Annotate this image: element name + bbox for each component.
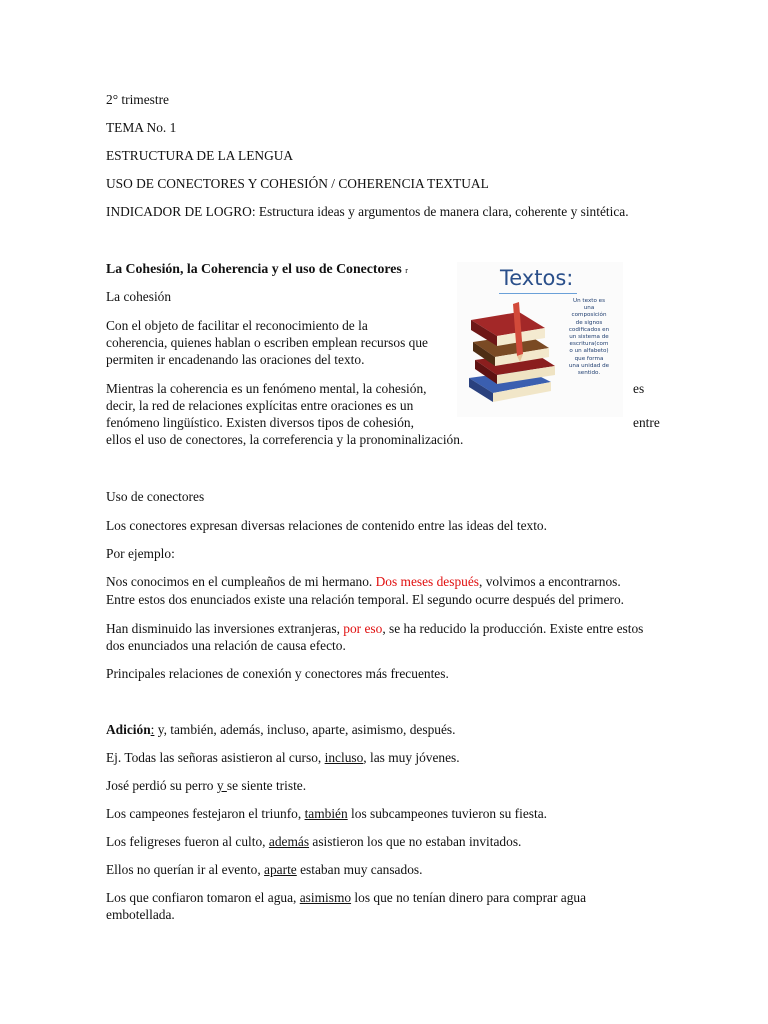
adicion-example-line2: embotellada.	[106, 907, 175, 922]
connector-highlight: por eso	[343, 621, 383, 636]
title-underline	[499, 293, 577, 294]
conectores-heading: Uso de conectores	[106, 489, 205, 504]
example-1-line2: Entre estos dos enunciados existe una relación temporal. El segundo ocurre después del primero.	[106, 592, 624, 607]
section-title: La Cohesión, la Coherencia y el uso de Conectores r	[106, 261, 408, 276]
textos-image	[457, 262, 623, 417]
example-2: Han disminuido las inversiones extranjeras, por eso, se ha reducido la producción. Existe entre estos	[106, 621, 644, 636]
adicion-example: José perdió su perro y se siente triste.	[106, 778, 307, 793]
example-1: Nos conocimos en el cumpleaños de mi hermano. Dos meses después, volvimos a encontrarnos.	[106, 574, 621, 589]
adicion-heading: Adición: y, también, además, incluso, aparte, asimismo, después.	[106, 722, 456, 737]
p2-line: Mientras la coherencia es un fenómeno mental, la cohesión,	[106, 381, 427, 396]
trimestre: 2° trimestre	[106, 92, 169, 107]
adicion-example: Ej. Todas las señoras asistieron al curso, incluso, las muy jóvenes.	[106, 750, 460, 765]
p1-line: permiten ir encadenando las oraciones del texto.	[106, 352, 365, 367]
principales: Principales relaciones de conexión y conectores más frecuentes.	[106, 666, 449, 681]
subtitle-cohesion: La cohesión	[106, 289, 172, 304]
adicion-example: Los que confiaron tomaron el agua, asimismo los que no tenían dinero para comprar agua	[106, 890, 587, 905]
example-2-line2: dos enunciados una relación de causa efecto.	[106, 638, 346, 653]
tema: TEMA No. 1	[106, 120, 177, 135]
adicion-example: Los feligreses fueron al culto, además asistieron los que no estaban invitados.	[106, 834, 522, 849]
p2-right: entre	[633, 415, 660, 430]
estructura: ESTRUCTURA DE LA LENGUA	[106, 148, 294, 163]
conectores-intro: Los conectores expresan diversas relaciones de contenido entre las ideas del texto.	[106, 518, 547, 533]
uso-heading: USO DE CONECTORES Y COHESIÓN / COHERENCIA TEXTUAL	[106, 176, 489, 191]
title-mark: r	[405, 266, 408, 275]
p2-line: fenómeno lingüístico. Existen diversos tipos de cohesión,	[106, 415, 414, 430]
image-caption: Un texto es una composición de signos codificados en un sistema de escritura(com o un alfabeto) que forma una unidad de sentido.	[568, 298, 610, 377]
indicador	[106, 203, 629, 221]
connector-highlight: Dos meses después	[375, 574, 480, 589]
p2-right: es	[633, 381, 645, 396]
indicador-text: : Estructura ideas y argumentos de manera clara, coherente y sintética.	[251, 204, 629, 219]
adicion-example: Los campeones festejaron el triunfo, también los subcampeones tuvieron su fiesta.	[106, 806, 548, 821]
p1-line: coherencia, quienes hablan o escriben emplean recursos que	[106, 335, 428, 350]
p1-line: Con el objeto de facilitar el reconocimiento de la	[106, 318, 368, 333]
p2-line: ellos el uso de conectores, la correferencia y la pronominalización.	[106, 432, 464, 447]
indicador-label: INDICADOR DE LOGRO	[106, 204, 252, 219]
p2-line: decir, la red de relaciones explícitas entre oraciones es un	[106, 398, 414, 413]
adicion-example: Ellos no querían ir al evento, aparte estaban muy cansados.	[106, 862, 423, 877]
por-ejemplo: Por ejemplo:	[106, 546, 175, 561]
image-title: Textos:	[500, 266, 574, 290]
